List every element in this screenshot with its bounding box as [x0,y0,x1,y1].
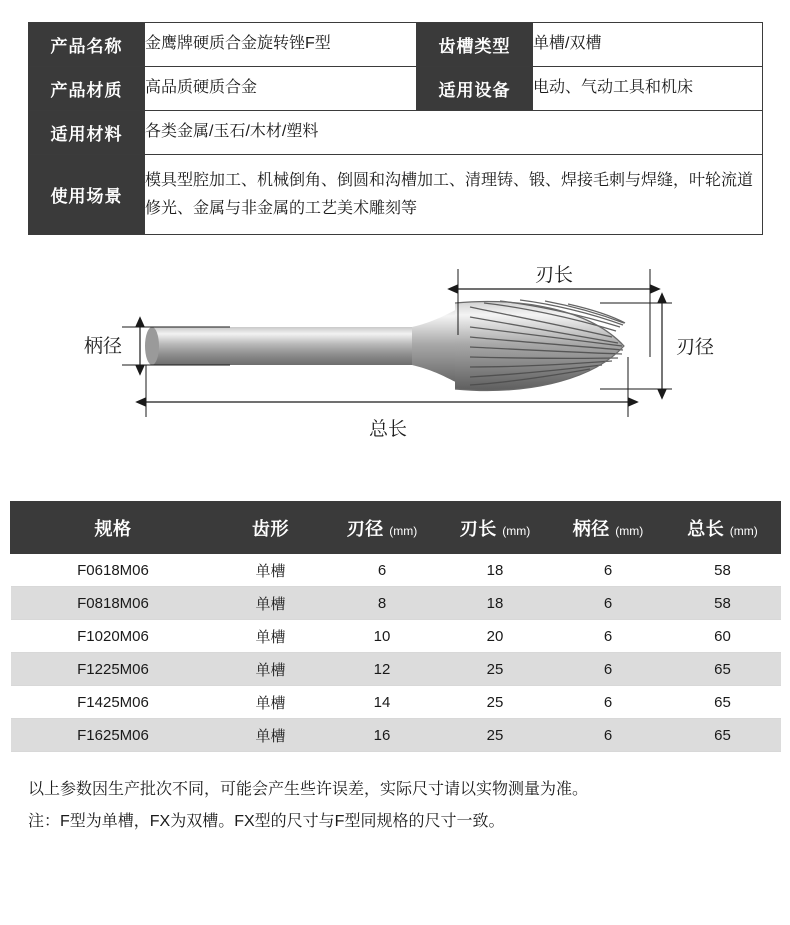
table-row [29,111,763,155]
dim-label-cut-length: 刃长 [534,265,574,286]
spec-value-usage-scenario: 模具型腔加工、机械倒角、倒圆和沟槽加工、清理铸、锻、焊接毛刺与焊缝，叶轮流道修光、金属与非金属的工艺美术雕刻等 [145,155,763,235]
cell-head-diameter: 16 [326,719,439,752]
column-header-model: 规格 [11,502,216,554]
table-row [11,587,781,620]
cell-tooth-type: 单槽 [216,554,326,587]
spec-value-flute-type: 单槽/双槽 [533,23,763,67]
cell-total-length: 60 [665,620,781,653]
spec-label-applicable-materials: 适用材料 [29,111,145,155]
cell-cut-length: 25 [439,719,552,752]
footnote-tolerance: 以上参数因生产批次不同，可能会产生些许误差，实际尺寸请以实物测量为准。 [28,781,589,798]
cell-model: F0818M06 [11,587,216,620]
product-dimension-diagram [0,257,790,487]
table-row [29,155,763,235]
cell-shank-diameter: 6 [552,653,665,686]
table-row [11,653,781,686]
cell-cut-length: 25 [439,686,552,719]
cell-shank-diameter: 6 [552,686,665,719]
table-header-row [11,502,781,554]
column-header-total-length: 总长 (mm) [665,502,781,554]
cell-cut-length: 18 [439,554,552,587]
table-row [11,686,781,719]
cell-head-diameter: 12 [326,653,439,686]
spec-value-applicable-materials: 各类金属/玉石/木材/塑料 [145,111,763,155]
cell-model: F1425M06 [11,686,216,719]
cell-shank-diameter: 6 [552,587,665,620]
cell-tooth-type: 单槽 [216,620,326,653]
spec-label-equipment: 适用设备 [417,67,533,111]
cell-total-length: 65 [665,719,781,752]
cell-cut-length: 20 [439,620,552,653]
spec-label-product-name: 产品名称 [29,23,145,67]
cell-model: F1020M06 [11,620,216,653]
cell-total-length: 65 [665,686,781,719]
cell-shank-diameter: 6 [552,554,665,587]
cell-tooth-type: 单槽 [216,719,326,752]
spec-value-product-name: 金鹰牌硬质合金旋转锉F型 [145,23,417,67]
spec-label-flute-type: 齿槽类型 [417,23,533,67]
table-row [11,554,781,587]
footnotes [28,774,762,838]
cell-model: F0618M06 [11,554,216,587]
column-header-head-diameter: 刃径 (mm) [326,502,439,554]
footnote-type-explanation: 注：F型为单槽，FX为双槽。FX型的尺寸与F型同规格的尺寸一致。 [28,813,505,830]
spec-label-material: 产品材质 [29,67,145,111]
cell-head-diameter: 14 [326,686,439,719]
cell-head-diameter: 6 [326,554,439,587]
cell-tooth-type: 单槽 [216,587,326,620]
cell-head-diameter: 10 [326,620,439,653]
column-header-shank-diameter: 柄径 (mm) [552,502,665,554]
cell-shank-diameter: 6 [552,719,665,752]
spec-value-equipment: 电动、气动工具和机床 [533,67,763,111]
cell-total-length: 58 [665,554,781,587]
cell-total-length: 58 [665,587,781,620]
size-specification-table [10,501,781,752]
dim-label-shank-diameter: 柄径 [83,336,122,357]
dim-label-head-diameter: 刃径 [676,337,715,358]
spec-value-material: 高品质硬质合金 [145,67,417,111]
column-header-cut-length: 刃长 (mm) [439,502,552,554]
dim-label-total-length: 总长 [368,419,408,440]
cell-cut-length: 18 [439,587,552,620]
cell-head-diameter: 8 [326,587,439,620]
cell-cut-length: 25 [439,653,552,686]
table-row [29,67,763,111]
column-header-tooth-type: 齿形 [216,502,326,554]
cell-shank-diameter: 6 [552,620,665,653]
cell-total-length: 65 [665,653,781,686]
cell-tooth-type: 单槽 [216,686,326,719]
table-row [11,620,781,653]
specification-table [28,22,763,235]
cell-model: F1225M06 [11,653,216,686]
table-row [11,719,781,752]
cell-tooth-type: 单槽 [216,653,326,686]
spec-label-usage-scenario: 使用场景 [29,155,145,235]
cell-model: F1625M06 [11,719,216,752]
table-row [29,23,763,67]
